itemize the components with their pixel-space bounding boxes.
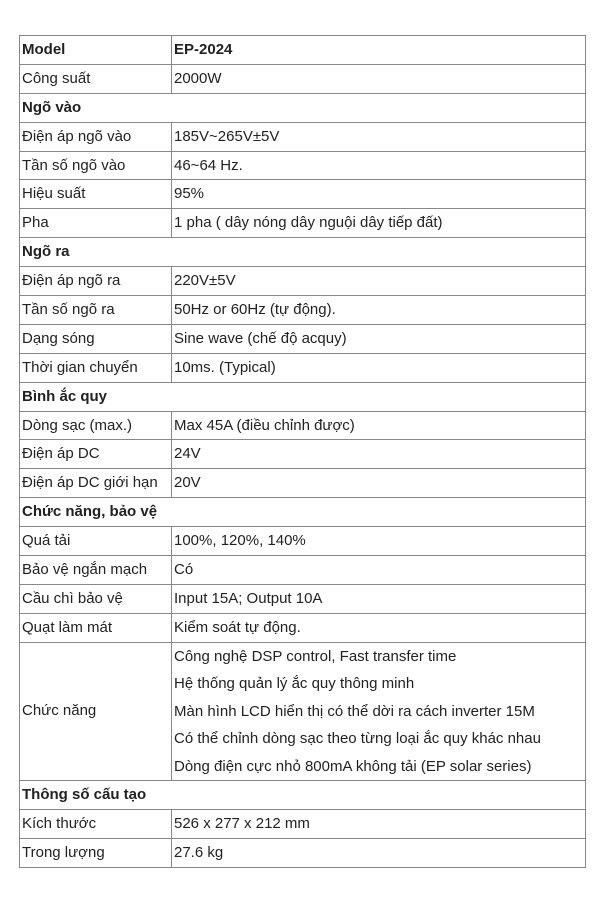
- spec-row: [20, 527, 586, 556]
- spec-row: [20, 838, 586, 867]
- spec-value-cell: 95%: [172, 180, 586, 209]
- spec-row: [20, 584, 586, 613]
- section-title: Chức năng, bảo vệ: [20, 498, 586, 527]
- spec-value-cell: 24V: [172, 440, 586, 469]
- spec-value-line: Hệ thống quản lý ắc quy thông minh: [174, 675, 415, 693]
- spec-value-line: Có thể chỉnh dòng sạc theo từng loại ắc quy khác nhau: [174, 730, 541, 748]
- header-value-cell: EP-2024: [172, 36, 586, 65]
- spec-label-cell: Điện áp ngõ vào: [20, 122, 172, 151]
- spec-row: [20, 296, 586, 325]
- header-row: [20, 36, 586, 65]
- spec-row-multi: [20, 642, 586, 781]
- spec-value-cell: Có: [172, 556, 586, 585]
- spec-value-cell: 526 x 277 x 212 mm: [172, 810, 586, 839]
- spec-table: [19, 35, 586, 868]
- spec-row: [20, 353, 586, 382]
- spec-label-cell: Tần số ngõ vào: [20, 151, 172, 180]
- section-title: Ngõ ra: [20, 238, 586, 267]
- spec-row: [20, 324, 586, 353]
- section-row: [20, 781, 586, 810]
- spec-label-cell: Pha: [20, 209, 172, 238]
- section-row: [20, 382, 586, 411]
- spec-row: [20, 180, 586, 209]
- spec-row: [20, 151, 586, 180]
- spec-value-cell: 27.6 kg: [172, 838, 586, 867]
- spec-value-cell: Kiểm soát tự động.: [172, 613, 586, 642]
- spec-row: [20, 613, 586, 642]
- spec-value-cell: 220V±5V: [172, 267, 586, 296]
- spec-label-cell: Công suất: [20, 64, 172, 93]
- spec-row: [20, 209, 586, 238]
- spec-row: [20, 556, 586, 585]
- spec-label-cell: Cầu chì bảo vệ: [20, 584, 172, 613]
- spec-label-cell: Điện áp ngõ ra: [20, 267, 172, 296]
- spec-label-cell: Chức năng: [20, 642, 172, 781]
- spec-label-cell: Tần số ngõ ra: [20, 296, 172, 325]
- spec-value-line: Màn hình LCD hiển thị có thể dời ra cách inverter 15M: [174, 702, 535, 720]
- spec-label-cell: Hiệu suất: [20, 180, 172, 209]
- spec-value-cell: 46~64 Hz.: [172, 151, 586, 180]
- section-row: [20, 498, 586, 527]
- spec-label-cell: Thời gian chuyển: [20, 353, 172, 382]
- spec-row: [20, 440, 586, 469]
- spec-value-cell: 100%, 120%, 140%: [172, 527, 586, 556]
- spec-value-cell: 2000W: [172, 64, 586, 93]
- spec-label-cell: Dòng sạc (max.): [20, 411, 172, 440]
- spec-value-cell: 20V: [172, 469, 586, 498]
- section-row: [20, 93, 586, 122]
- spec-row: [20, 64, 586, 93]
- spec-value-cell: 10ms. (Typical): [172, 353, 586, 382]
- section-title: Bình ắc quy: [20, 382, 586, 411]
- spec-value-cell: 50Hz or 60Hz (tự động).: [172, 296, 586, 325]
- spec-value-cell: 185V~265V±5V: [172, 122, 586, 151]
- spec-label-cell: Điện áp DC: [20, 440, 172, 469]
- spec-value-line: Công nghệ DSP control, Fast transfer time: [174, 647, 457, 665]
- header-label-cell: Model: [20, 36, 172, 65]
- spec-label-cell: Quá tải: [20, 527, 172, 556]
- spec-row: [20, 122, 586, 151]
- spec-label-cell: Trong lượng: [20, 838, 172, 867]
- spec-label-cell: Bảo vệ ngắn mạch: [20, 556, 172, 585]
- spec-value-list: [172, 642, 586, 781]
- spec-value-cell: Input 15A; Output 10A: [172, 584, 586, 613]
- spec-value-cell: Max 45A (điều chỉnh được): [172, 411, 586, 440]
- spec-table-body: [20, 36, 586, 868]
- spec-label-cell: Điện áp DC giới hạn: [20, 469, 172, 498]
- spec-label-cell: Quạt làm mát: [20, 613, 172, 642]
- section-title: Thông số cấu tạo: [20, 781, 586, 810]
- spec-label-cell: Dạng sóng: [20, 324, 172, 353]
- spec-row: [20, 267, 586, 296]
- spec-value-cell: Sine wave (chế độ acquy): [172, 324, 586, 353]
- spec-value-line: Dòng điện cực nhỏ 800mA không tải (EP solar series): [174, 757, 532, 775]
- section-row: [20, 238, 586, 267]
- section-title: Ngõ vào: [20, 93, 586, 122]
- spec-row: [20, 469, 586, 498]
- spec-row: [20, 810, 586, 839]
- spec-label-cell: Kích thước: [20, 810, 172, 839]
- spec-value-cell: 1 pha ( dây nóng dây nguội dây tiếp đất): [172, 209, 586, 238]
- spec-row: [20, 411, 586, 440]
